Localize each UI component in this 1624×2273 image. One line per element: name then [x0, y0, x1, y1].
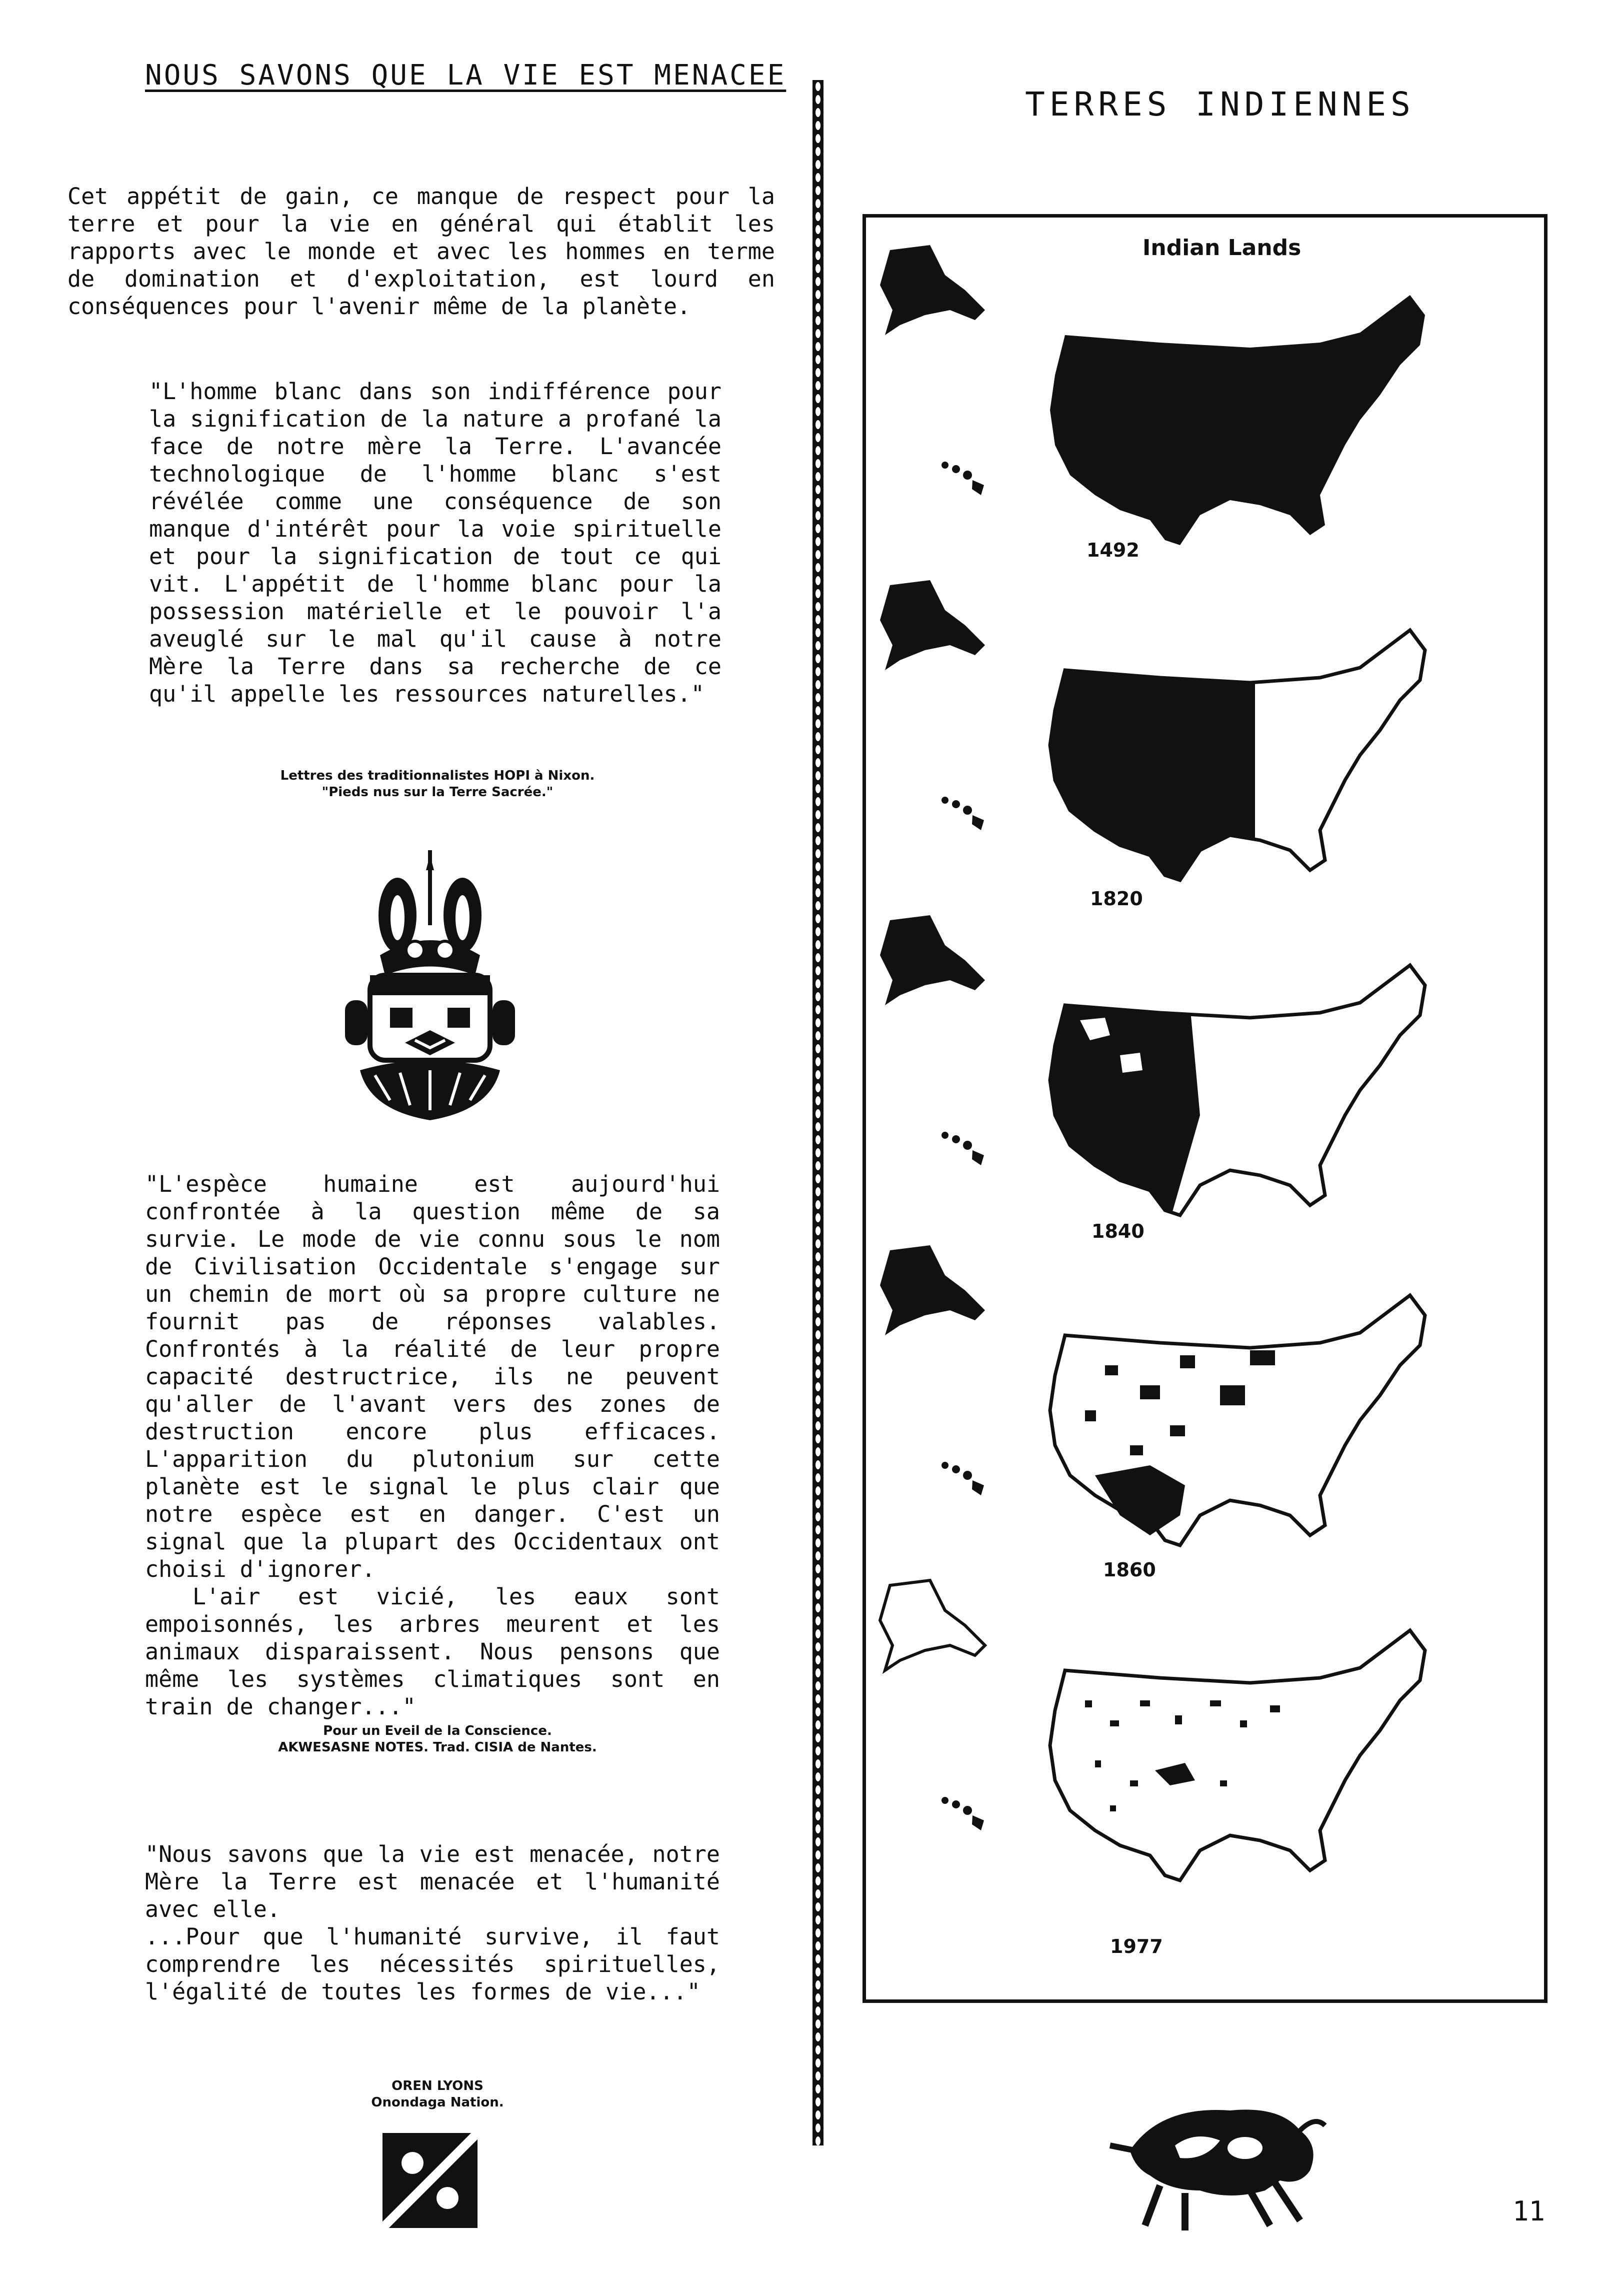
quote-akwesasne-p1: "L'espèce humaine est aujourd'hui confrontée à la question même de sa survie. Le mode de vie connu sous le nom de Civilisation Occidentale s'engage sur un chemin de mort où sa propre culture ne fournit pas de réponses valables. Confrontés à la réalité de leur propre capacité destructrice, ils ne peuvent qu'aller de l'avant vers des zones de destruction encore plus efficaces. L'apparition du plutonium sur cette planète est le signal le plus clair que notre espèce est en danger. C'est un signal que la plupart des Occidentaux ont choisi d'ignorer. [145, 1171, 720, 1582]
emblem-icon [378, 2128, 482, 2233]
quote-lyons-p1: "Nous savons que la vie est menacée, notre Mère la Terre est menacée et l'humanité avec elle. [145, 1841, 720, 1922]
map-heading: Indian Lands [1142, 235, 1302, 261]
credit-akwesasne [150, 1723, 725, 1756]
quote-akwesasne-p2: L'air est vicié, les eaux sont empoisonnés, les arbres meurent et les animaux disparaissent. Nous pensons que même les systèmes climatiques sont en train de changer..." [145, 1583, 720, 1720]
quote-lyons-p2: ...Pour que l'humanité survive, il faut comprendre les nécessités spirituelles, l'égalité de toutes les formes de vie..." [145, 1923, 720, 2005]
map-1840 [880, 915, 1425, 1215]
quote-hopi: "L'homme blanc dans son indifférence pour la signification de la nature a profané la face de notre mère la Terre. L'avancée technologique de l'homme blanc s'est révélée comme une conséquence de son manque d'intérêt pour la voie spirituelle et pour la signification de tout ce qui vit. L'appétit de l'homme blanc pour la possession matérielle et le pouvoir l'a aveuglé sur le mal qu'il cause à notre Mère la Terre dans sa recherche de ce qu'il appelle les ressources naturelles." [149, 378, 722, 707]
buffalo-illustration [1100, 2075, 1335, 2240]
chain-divider [812, 80, 824, 2145]
page-number: 11 [1512, 2195, 1546, 2227]
credit-akwesasne-line-2: AKWESASNE NOTES. Trad. CISIA de Nantes. [278, 1740, 597, 1755]
map-1860 [880, 1245, 1425, 1545]
credit-akwesasne-line-1: Pour un Eveil de la Conscience. [323, 1723, 552, 1738]
left-title: NOUS SAVONS QUE LA VIE EST MENACEE [145, 59, 786, 92]
year-label-1977: 1977 [1110, 1935, 1163, 1957]
map-1977 [880, 1580, 1425, 1880]
year-label-1820: 1820 [1090, 888, 1143, 910]
kachina-illustration [340, 850, 520, 1135]
credit-hopi-line-1: Lettres des traditionnalistes HOPI à Nixon. [280, 768, 595, 783]
quote-lyons [145, 1840, 720, 2005]
quote-akwesasne [145, 1170, 720, 1720]
year-label-1840: 1840 [1092, 1220, 1144, 1242]
map-1820 [880, 580, 1425, 880]
credit-hopi [150, 768, 725, 801]
intro-paragraph: Cet appétit de gain, ce manque de respect pour la terre et pour la vie en général qui établit les rapports avec le monde et avec les hommes en terme de domination et d'exploitation, est lourd en conséquences pour l'avenir même de la planète. [68, 183, 775, 320]
credit-lyons-line-1: OREN LYONS [392, 2078, 484, 2093]
year-label-1492: 1492 [1086, 539, 1140, 561]
map-panels [870, 220, 1540, 1995]
credit-lyons [150, 2078, 725, 2111]
credit-lyons-line-2: Onondaga Nation. [371, 2095, 504, 2110]
right-title: TERRES INDIENNES [1025, 85, 1415, 124]
year-label-1860: 1860 [1103, 1559, 1156, 1581]
credit-hopi-line-2: "Pieds nus sur la Terre Sacrée." [322, 785, 554, 800]
map-1492 [880, 245, 1425, 545]
